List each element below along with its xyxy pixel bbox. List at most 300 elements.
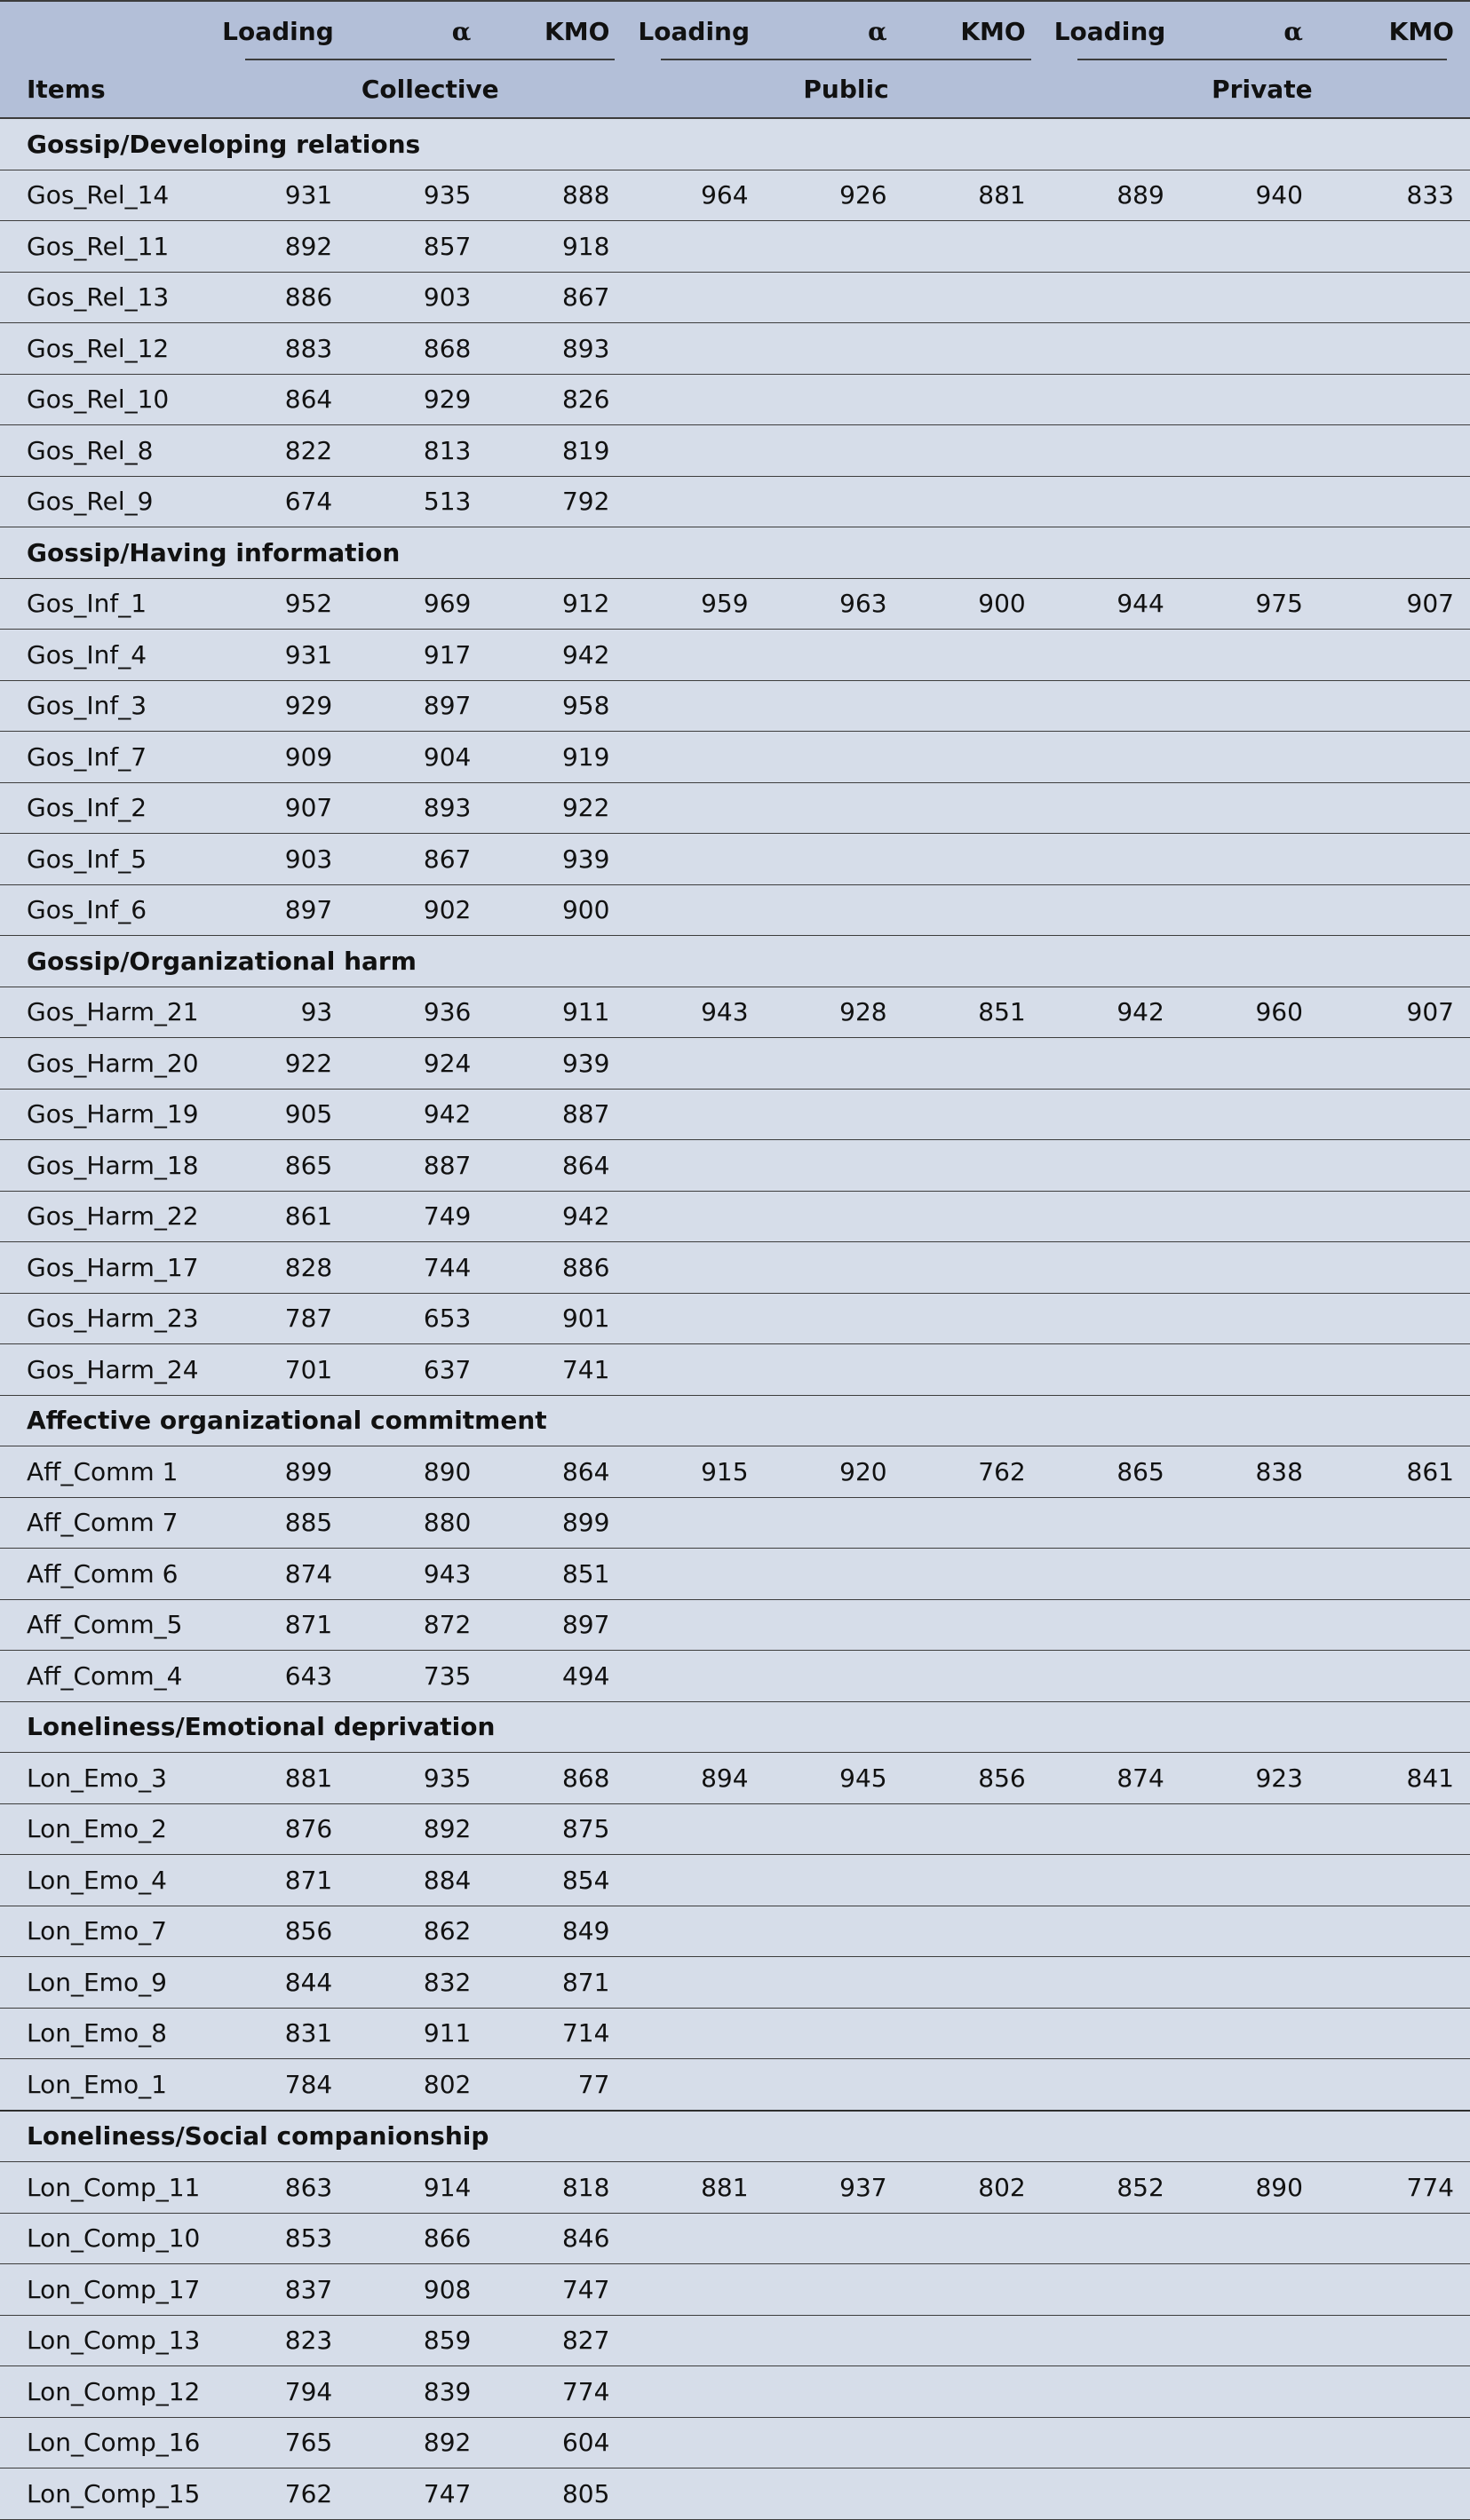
value-cell [777,2366,916,2418]
table-row [0,170,1470,221]
value-cell [1193,2059,1331,2111]
value-cell [638,630,776,681]
value-cell [1193,2264,1331,2316]
item-name: Gos_Inf_4 [0,630,222,681]
value-cell [1054,630,1193,681]
value-cell [1054,425,1193,477]
value-cell: 852 [1054,2162,1193,2214]
value-cell [1193,221,1331,273]
value-cell: 935 [361,170,499,221]
value-cell: 920 [777,1446,916,1498]
table-row [0,2264,1470,2316]
value-cell [777,2417,916,2468]
group-header-row [0,60,1470,118]
item-name: Gos_Inf_6 [0,884,222,936]
value-cell: 874 [1054,1753,1193,1804]
value-cell [1054,884,1193,936]
value-cell [1193,884,1331,936]
value-cell [638,1957,776,2009]
value-cell [777,1242,916,1294]
value-cell [1193,2008,1331,2059]
value-cell [1331,272,1470,323]
value-cell [1331,1906,1470,1957]
value-cell: 890 [1193,2162,1331,2214]
group-header-public: Public [638,60,1053,118]
value-cell: 865 [222,1140,361,1192]
value-cell [916,1906,1054,1957]
value-cell [1054,834,1193,885]
value-cell [777,1855,916,1906]
value-cell [1193,1549,1331,1600]
value-cell: 838 [1193,1446,1331,1498]
item-name: Lon_Comp_17 [0,2264,222,2316]
item-name: Gos_Inf_5 [0,834,222,885]
value-cell [638,2366,776,2418]
value-cell [1054,1803,1193,1855]
table-header [0,1,1470,118]
value-cell: 784 [222,2059,361,2111]
value-cell [777,1957,916,2009]
item-name: Gos_Inf_1 [0,578,222,630]
value-cell [1331,1855,1470,1906]
table-row [0,782,1470,834]
value-cell: 875 [499,1803,638,1855]
value-cell [1193,782,1331,834]
value-cell: 889 [1054,170,1193,221]
value-cell: 887 [499,1089,638,1140]
value-cell: 900 [499,884,638,936]
value-cell [916,2059,1054,2111]
value-cell [916,221,1054,273]
value-cell: 952 [222,578,361,630]
value-cell [1331,2366,1470,2418]
value-cell: 893 [499,323,638,375]
value-cell: 864 [499,1446,638,1498]
item-name: Gos_Rel_12 [0,323,222,375]
value-cell: 892 [222,221,361,273]
value-cell: 93 [222,987,361,1038]
value-cell: 604 [499,2417,638,2468]
item-name: Lon_Comp_13 [0,2315,222,2366]
value-cell [638,476,776,527]
table-row [0,680,1470,732]
value-cell: 744 [361,1242,499,1294]
value-cell: 831 [222,2008,361,2059]
item-name: Gos_Harm_22 [0,1191,222,1242]
value-cell [916,834,1054,885]
value-cell [1331,1497,1470,1549]
value-cell: 77 [499,2059,638,2111]
value-cell [1054,374,1193,425]
value-cell [638,2008,776,2059]
table-row [0,2468,1470,2520]
value-cell: 818 [499,2162,638,2214]
value-cell [777,272,916,323]
value-cell: 914 [361,2162,499,2214]
value-cell [777,1906,916,1957]
value-cell [777,374,916,425]
group-header-collective: Collective [222,60,638,118]
value-cell [916,2213,1054,2264]
table-row [0,1906,1470,1957]
value-cell: 926 [777,170,916,221]
value-cell [916,1497,1054,1549]
value-cell: 908 [361,2264,499,2316]
value-cell [777,221,916,273]
item-name: Lon_Comp_10 [0,2213,222,2264]
value-cell [1054,2213,1193,2264]
value-cell [638,1344,776,1396]
table-row [0,1497,1470,1549]
value-cell [638,374,776,425]
value-cell: 787 [222,1293,361,1344]
value-cell: 911 [499,987,638,1038]
value-cell: 911 [361,2008,499,2059]
item-name: Lon_Comp_15 [0,2468,222,2520]
value-cell [916,630,1054,681]
value-cell [1193,1140,1331,1192]
item-name: Gos_Harm_20 [0,1038,222,1090]
value-cell: 922 [222,1038,361,1090]
value-cell [638,1599,776,1651]
value-cell: 928 [777,987,916,1038]
value-cell: 802 [361,2059,499,2111]
value-cell: 944 [1054,578,1193,630]
value-cell: 929 [222,680,361,732]
value-cell [777,2315,916,2366]
value-cell: 513 [361,476,499,527]
value-cell [1331,1140,1470,1192]
value-cell: 828 [222,1242,361,1294]
value-cell: 886 [499,1242,638,1294]
value-cell [777,1549,916,1600]
value-cell: 884 [361,1855,499,1906]
item-name: Gos_Harm_19 [0,1089,222,1140]
value-cell [916,1957,1054,2009]
value-cell [1193,1293,1331,1344]
value-cell [638,1038,776,1090]
item-name: Gos_Harm_17 [0,1242,222,1294]
table-row [0,2162,1470,2214]
value-cell [1054,1599,1193,1651]
value-cell: 931 [222,630,361,681]
item-name: Gos_Harm_24 [0,1344,222,1396]
value-cell [638,2213,776,2264]
value-cell [1331,2213,1470,2264]
value-cell [1193,425,1331,477]
value-cell: 929 [361,374,499,425]
table-row [0,1803,1470,1855]
col-header-private-alpha: α [1193,1,1331,60]
value-cell [1193,680,1331,732]
value-cell: 854 [499,1855,638,1906]
value-cell: 905 [222,1089,361,1140]
value-cell [1193,2213,1331,2264]
value-cell: 903 [222,834,361,885]
section-header-row [0,527,1470,579]
value-cell [1193,1089,1331,1140]
value-cell [1193,1906,1331,1957]
value-cell [916,374,1054,425]
table-row [0,1242,1470,1294]
table-row [0,1191,1470,1242]
value-cell [1331,1038,1470,1090]
item-name: Gos_Inf_2 [0,782,222,834]
value-cell [916,1855,1054,1906]
value-cell: 943 [638,987,776,1038]
value-cell: 880 [361,1497,499,1549]
value-cell [1193,476,1331,527]
item-name: Gos_Rel_9 [0,476,222,527]
value-cell [1331,680,1470,732]
value-cell [638,2315,776,2366]
value-cell [916,732,1054,783]
value-cell [916,2264,1054,2316]
value-cell: 960 [1193,987,1331,1038]
col-header-public-kmo: KMO [916,1,1054,60]
section-header-row [0,1701,1470,1753]
value-cell [638,1089,776,1140]
value-cell [777,1089,916,1140]
item-name: Lon_Emo_8 [0,2008,222,2059]
value-cell [916,1293,1054,1344]
value-cell: 931 [222,170,361,221]
value-cell [916,1344,1054,1396]
value-cell: 893 [361,782,499,834]
value-cell [1193,1855,1331,1906]
value-cell: 714 [499,2008,638,2059]
value-cell [1331,834,1470,885]
value-cell [1331,425,1470,477]
value-cell [1331,1651,1470,1702]
value-cell: 823 [222,2315,361,2366]
value-cell [1054,1140,1193,1192]
value-cell [638,1651,776,1702]
section-title: Gossip/Developing relations [0,118,1470,170]
value-cell [916,1191,1054,1242]
value-cell [1331,630,1470,681]
value-cell: 832 [361,1957,499,2009]
value-cell: 903 [361,272,499,323]
table-row [0,630,1470,681]
value-cell [638,272,776,323]
table-row [0,2366,1470,2418]
value-cell: 866 [361,2213,499,2264]
item-name: Lon_Comp_12 [0,2366,222,2418]
value-cell [638,1906,776,1957]
value-cell: 792 [499,476,638,527]
value-cell [1054,680,1193,732]
value-cell [916,1803,1054,1855]
value-cell [638,834,776,885]
value-cell: 643 [222,1651,361,1702]
value-cell [1054,221,1193,273]
value-cell: 701 [222,1344,361,1396]
value-cell [777,2213,916,2264]
item-name: Aff_Comm_4 [0,1651,222,1702]
value-cell: 942 [499,630,638,681]
item-name: Gos_Harm_23 [0,1293,222,1344]
table-row [0,2008,1470,2059]
table-row [0,1549,1470,1600]
item-name: Gos_Rel_10 [0,374,222,425]
value-cell: 841 [1331,1753,1470,1804]
value-cell [777,2264,916,2316]
value-cell [1054,2315,1193,2366]
subheader-row [0,1,1470,60]
value-cell: 805 [499,2468,638,2520]
table-row [0,987,1470,1038]
value-cell: 904 [361,732,499,783]
value-cell [916,1599,1054,1651]
value-cell: 969 [361,578,499,630]
value-cell [1331,2417,1470,2468]
value-cell [1331,1803,1470,1855]
value-cell: 827 [499,2315,638,2366]
value-cell: 741 [499,1344,638,1396]
value-cell: 494 [499,1651,638,1702]
value-cell: 853 [222,2213,361,2264]
item-name: Gos_Inf_3 [0,680,222,732]
value-cell [1054,782,1193,834]
value-cell [1054,1651,1193,1702]
section-title: Loneliness/Social companionship [0,2111,1470,2162]
value-cell: 894 [638,1753,776,1804]
value-cell [1193,834,1331,885]
value-cell: 762 [222,2468,361,2520]
value-cell: 899 [499,1497,638,1549]
value-cell [638,221,776,273]
value-cell [1331,1242,1470,1294]
table-row [0,221,1470,273]
value-cell [638,2417,776,2468]
value-cell [1054,1855,1193,1906]
value-cell: 892 [361,1803,499,1855]
value-cell [1193,272,1331,323]
section-title: Gossip/Organizational harm [0,936,1470,987]
value-cell [1193,1957,1331,2009]
table-row [0,374,1470,425]
value-cell [1331,2059,1470,2111]
value-cell [1331,1344,1470,1396]
value-cell [916,476,1054,527]
item-name: Lon_Emo_7 [0,1906,222,1957]
value-cell [638,1497,776,1549]
value-cell [777,884,916,936]
value-cell [1054,1497,1193,1549]
value-cell: 749 [361,1191,499,1242]
item-name: Lon_Emo_9 [0,1957,222,2009]
col-header-private-loading: Loading [1054,1,1193,60]
value-cell [777,2468,916,2520]
value-cell [1054,1549,1193,1600]
table-row [0,884,1470,936]
value-cell: 919 [499,732,638,783]
value-cell [916,680,1054,732]
col-header-private-kmo: KMO [1331,1,1470,60]
table-row [0,834,1470,885]
value-cell [638,2264,776,2316]
value-cell: 826 [499,374,638,425]
value-cell [1054,323,1193,375]
value-cell: 937 [777,2162,916,2214]
value-cell: 881 [638,2162,776,2214]
value-cell [1054,1191,1193,1242]
item-name: Lon_Emo_2 [0,1803,222,1855]
value-cell [638,884,776,936]
group-header-private: Private [1054,60,1470,118]
value-cell [638,1191,776,1242]
value-cell: 856 [916,1753,1054,1804]
section-title: Loneliness/Emotional deprivation [0,1701,1470,1753]
value-cell: 924 [361,1038,499,1090]
item-name: Gos_Harm_21 [0,987,222,1038]
col-header-collective-loading: Loading [222,1,361,60]
value-cell: 918 [499,221,638,273]
value-cell [916,2315,1054,2366]
value-cell: 819 [499,425,638,477]
value-cell: 674 [222,476,361,527]
value-cell [638,1549,776,1600]
value-cell [1331,1599,1470,1651]
value-cell [777,1191,916,1242]
value-cell [1054,732,1193,783]
value-cell: 774 [499,2366,638,2418]
value-cell [1193,732,1331,783]
table-row [0,1038,1470,1090]
col-header-public-alpha: α [777,1,916,60]
table-row [0,1753,1470,1804]
value-cell: 936 [361,987,499,1038]
value-cell: 637 [361,1344,499,1396]
value-cell [1331,782,1470,834]
value-cell [1054,1957,1193,2009]
value-cell: 863 [222,2162,361,2214]
value-cell: 872 [361,1599,499,1651]
value-cell [638,2468,776,2520]
value-cell [777,1497,916,1549]
value-cell [1193,1803,1331,1855]
value-cell: 868 [361,323,499,375]
value-cell: 874 [222,1549,361,1600]
value-cell [1331,323,1470,375]
value-cell [1054,2366,1193,2418]
value-cell: 849 [499,1906,638,1957]
value-cell [1193,1038,1331,1090]
value-cell [1193,2417,1331,2468]
value-cell: 864 [222,374,361,425]
value-cell [1331,476,1470,527]
value-cell: 939 [499,1038,638,1090]
value-cell: 907 [1331,578,1470,630]
section-header-row [0,118,1470,170]
value-cell: 861 [1331,1446,1470,1498]
value-cell [1054,2008,1193,2059]
value-cell [638,323,776,375]
value-cell [1331,1549,1470,1600]
value-cell: 861 [222,1191,361,1242]
value-cell: 794 [222,2366,361,2418]
value-cell: 887 [361,1140,499,1192]
table-row [0,1599,1470,1651]
value-cell: 940 [1193,170,1331,221]
value-cell [777,782,916,834]
table-row [0,1855,1470,1906]
value-cell: 871 [222,1855,361,1906]
value-cell [1331,1089,1470,1140]
value-cell: 900 [916,578,1054,630]
item-name: Lon_Comp_16 [0,2417,222,2468]
